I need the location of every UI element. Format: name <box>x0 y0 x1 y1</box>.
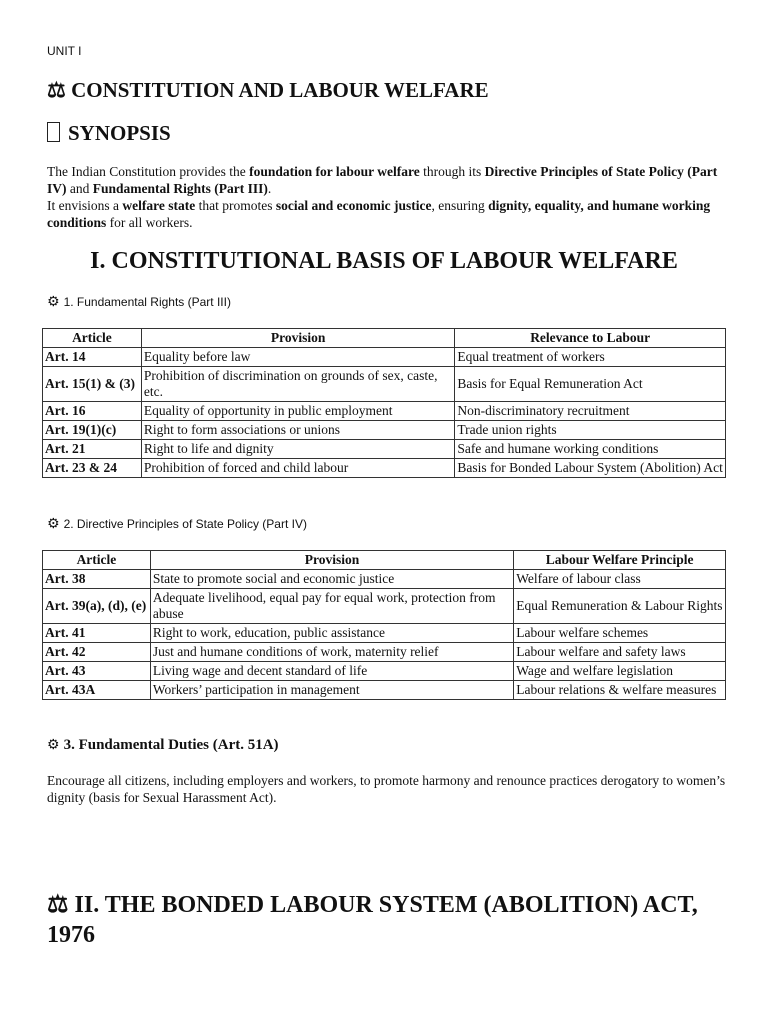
table-row: Art. 41 Right to work, education, public assistance Labour welfare schemes <box>43 624 726 643</box>
table-row: Art. 21 Right to life and dignity Safe and humane working conditions <box>43 440 726 459</box>
gear-icon: ⚙ <box>47 738 60 753</box>
missing-glyph-icon <box>47 122 60 142</box>
fundamental-duties-text: Encourage all citizens, including employers and workers, to promote harmony and renounce practices derogatory to women’s dignity (basis for Sexual Harassment Act). <box>47 773 726 805</box>
table-row: Art. 43A Workers’ participation in management Labour relations & welfare measures <box>43 681 726 700</box>
table-row: Art. 39(a), (d), (e) Adequate livelihood, equal pay for equal work, protection from abuse Equal Remuneration & Labour Rights <box>43 589 726 624</box>
section-heading-constitutional-basis: I. CONSTITUTIONAL BASIS OF LABOUR WELFARE <box>90 248 678 274</box>
table-row: Art. 38 State to promote social and economic justice Welfare of labour class <box>43 570 726 589</box>
gear-icon: ⚙ <box>47 293 60 309</box>
column-header: Labour Welfare Principle <box>514 551 726 570</box>
table-header-row <box>43 329 726 348</box>
scales-icon: ⚖ <box>47 892 69 918</box>
table-row: Art. 23 & 24 Prohibition of forced and child labour Basis for Bonded Labour System (Abolition) Act <box>43 459 726 478</box>
subheading-directive-principles: ⚙ 2. Directive Principles of State Policy (Part IV) <box>47 515 307 531</box>
table-row: Art. 42 Just and humane conditions of work, maternity relief Labour welfare and safety laws <box>43 643 726 662</box>
table-header-row <box>43 551 726 570</box>
document-title-text: CONSTITUTION AND LABOUR WELFARE <box>71 78 489 102</box>
column-header: Relevance to Labour <box>455 329 726 348</box>
subheading-fundamental-duties: ⚙ 3. Fundamental Duties (Art. 51A) <box>47 737 279 753</box>
table-row: Art. 43 Living wage and decent standard of life Wage and welfare legislation <box>43 662 726 681</box>
table-row: Art. 19(1)(c) Right to form associations or unions Trade union rights <box>43 421 726 440</box>
table-row: Art. 14 Equality before law Equal treatment of workers <box>43 348 726 367</box>
unit-label: UNIT I <box>47 44 82 58</box>
gear-icon: ⚙ <box>47 515 60 531</box>
document-title <box>47 78 489 103</box>
section-heading-bonded-labour-act: ⚖ II. THE BONDED LABOUR SYSTEM (ABOLITION) ACT, 1976 <box>47 892 698 948</box>
column-header: Article <box>43 551 151 570</box>
column-header: Article <box>43 329 142 348</box>
subheading-fundamental-rights: ⚙ 1. Fundamental Rights (Part III) <box>47 293 231 309</box>
column-header: Provision <box>150 551 513 570</box>
synopsis-text: The Indian Constitution provides the foundation for labour welfare through its Directive Principles of State Policy (Part IV) and Fundamental Rights (Part III). It envisions a welfare state that promotes social and economic justice, ensuring dignity, equality, and humane working conditions for all workers. <box>47 164 718 230</box>
table-row: Art. 16 Equality of opportunity in public employment Non-discriminatory recruitment <box>43 402 726 421</box>
synopsis-heading-text: SYNOPSIS <box>68 121 171 145</box>
scales-icon: ⚖ <box>47 78 66 102</box>
column-header: Provision <box>141 329 455 348</box>
directive-principles-table <box>42 550 726 700</box>
table-row: Art. 15(1) & (3) Prohibition of discrimination on grounds of sex, caste, etc. Basis for Equal Remuneration Act <box>43 367 726 402</box>
synopsis-heading <box>47 121 171 146</box>
fundamental-rights-table <box>42 328 726 478</box>
